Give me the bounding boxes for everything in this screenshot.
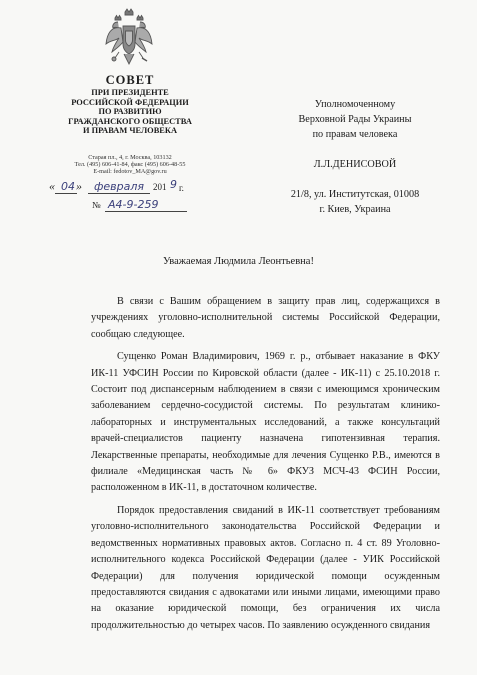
addressee-line: Верховной Рады Украины bbox=[298, 114, 412, 125]
org-line: ПО РАЗВИТИЮ bbox=[98, 107, 162, 117]
quote-close: » bbox=[76, 179, 82, 193]
date-day: 04 bbox=[61, 180, 75, 193]
addressee-address: 21/8, ул. Институтская, 01008 bbox=[290, 189, 420, 200]
month-underline bbox=[88, 193, 150, 194]
addressee-block bbox=[255, 97, 455, 217]
sender-contact bbox=[40, 154, 220, 176]
sender-phone: Тел. (495) 606-41-84, факс (495) 606-48-55 bbox=[74, 161, 186, 169]
body-paragraph: В связи с Вашим обращением в защиту прав лиц, содержащихся в учреждениях уголовно-исполнительной системы Российской Федерации, сообщаю следующее. bbox=[91, 296, 440, 340]
date-month: февраля bbox=[94, 180, 145, 193]
quote-open: « bbox=[49, 179, 55, 193]
addressee-line: по правам человека bbox=[312, 129, 398, 140]
double-headed-eagle-icon bbox=[105, 8, 153, 66]
sender-email: E-mail: fedotov_MA@gov.ru bbox=[93, 168, 167, 176]
number-underline bbox=[105, 211, 187, 212]
date-year-prefix: 201 bbox=[153, 182, 167, 192]
body-paragraph: Сущенко Роман Владимирович, 1969 г. р., отбывает наказание в ФКУ ИК-11 УФСИН России по Кировской области (далее - ИК-11) с 25.10.2018 г. Состоит под диспансерным наблюдением в связи с имеющимся хроническим заболеванием сердечно-сосудистой системы. По результатам клинико-лабораторных и инструментальных исследований, а также консультаций врачей-специалистов пациенту назначена гипотензивная терапия. Лекарственные препараты, необходимые для лечения Сущенко Р.В., имеются в филиале «Медицинская часть № 6» ФКУЗ МСЧ-43 ФСИН России, расположенном в ИК-11, в достаточном количестве. bbox=[91, 351, 440, 494]
org-line: И ПРАВАМ ЧЕЛОВЕКА bbox=[83, 126, 177, 136]
day-underline bbox=[55, 193, 77, 194]
number-label: № bbox=[92, 200, 101, 210]
outgoing-number: А4-9-259 bbox=[108, 198, 159, 211]
page-bottom-edge bbox=[0, 668, 477, 675]
sender-address: Старая пл., 4, г. Москва, 103132 bbox=[88, 154, 172, 161]
letter-body bbox=[91, 294, 440, 634]
addressee-city: г. Киев, Украина bbox=[319, 204, 391, 215]
date-year-unit: г. bbox=[179, 183, 184, 193]
org-line: ПРИ ПРЕЗИДЕНТЕ bbox=[91, 88, 169, 97]
date-line bbox=[49, 178, 232, 194]
salutation: Уважаемая Людмила Леонтьевна! bbox=[163, 256, 314, 267]
number-line bbox=[92, 198, 202, 212]
date-year-suffix: 9 bbox=[170, 178, 177, 191]
org-line: РОССИЙСКОЙ ФЕДЕРАЦИИ bbox=[71, 97, 189, 107]
body-paragraph: Порядок предоставления свиданий в ИК-11 соответствует требованиям уголовно-исполнительного законодательства Российской Федерации и ведомственных нормативных правовых актов. Согласно п. 4 ст. 89 Уголовно-исполнительного кодекса Российской Федерации (далее - УИК Российской Федерации) для получения юридической помощи осужденным предоставляются свидания с адвокатами или иными лицами, имеющими право на оказание юридической помощи, без ограничения их числа продолжительностью до четырех часов. По заявлению осужденного свидания bbox=[91, 504, 440, 631]
sender-block bbox=[40, 74, 220, 136]
org-title: СОВЕТ bbox=[105, 73, 155, 87]
org-name bbox=[40, 88, 220, 136]
addressee-name: Л.Л.ДЕНИСОВОЙ bbox=[313, 159, 397, 170]
addressee-line: Уполномоченному bbox=[314, 99, 396, 110]
org-line: ГРАЖДАНСКОГО ОБЩЕСТВА bbox=[68, 116, 192, 126]
